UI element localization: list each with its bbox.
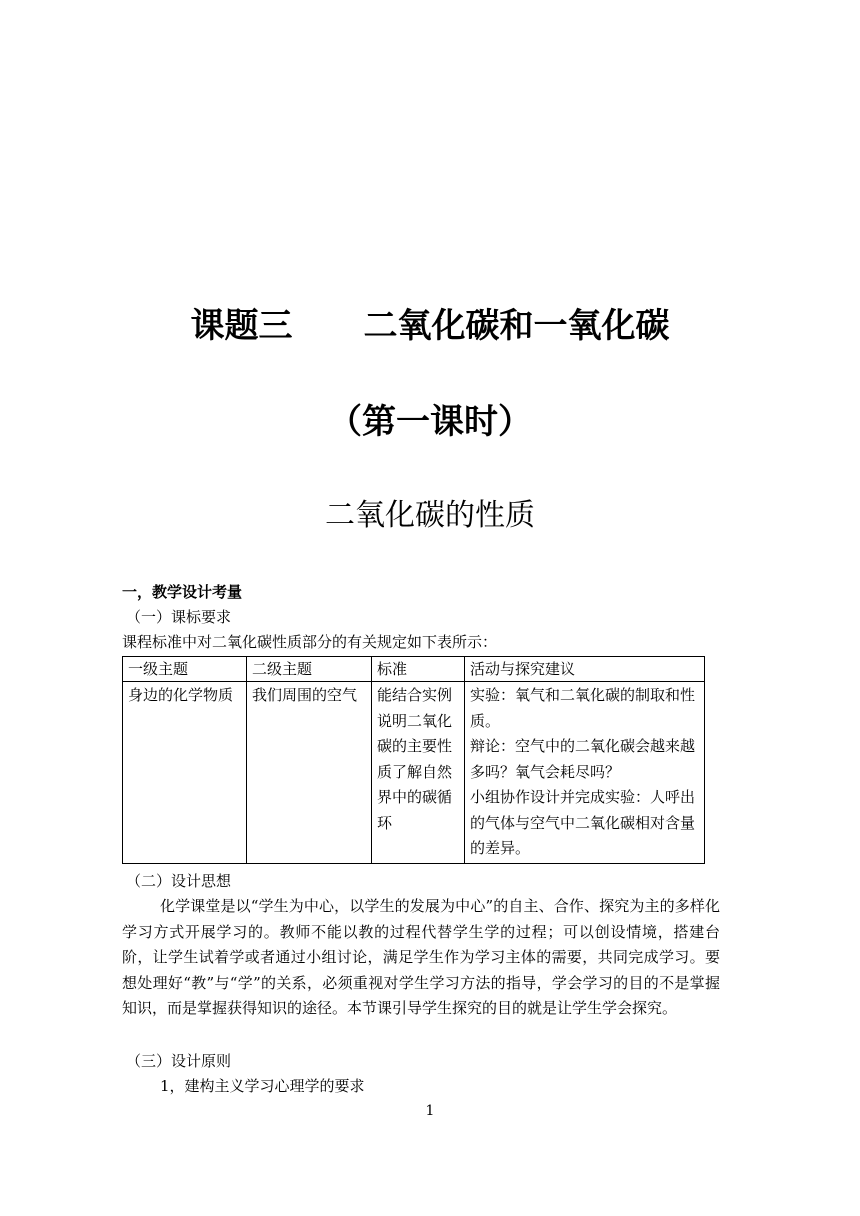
principle-item: 1，建构主义学习心理学的要求 <box>160 1077 365 1095</box>
table-header-cell: 一级主题 <box>123 657 247 682</box>
subsection-design-idea: （二）设计思想 <box>126 872 232 890</box>
subsection-curriculum: （一）课标要求 <box>126 608 232 626</box>
main-title: 课题三 二氧化碳和一氧化碳 <box>190 306 670 346</box>
table-cell-level2: 我们周围的空气 <box>247 682 372 864</box>
activity-item: 辩论：空气中的二氧化碳会越来越多吗？氧气会耗尽吗？ <box>470 737 696 781</box>
table-header-cell: 标准 <box>372 657 465 682</box>
subtitle: 二氧化碳的性质 <box>325 498 535 533</box>
table-intro: 课程标准中对二氧化碳性质部分的有关规定如下表所示： <box>122 633 498 651</box>
page-number: 1 <box>425 1103 435 1119</box>
table-header-cell: 活动与探究建议 <box>465 657 705 682</box>
curriculum-table <box>122 656 705 864</box>
table-header-row <box>123 657 705 682</box>
design-idea-paragraph: 化学课堂是以“学生为中心，以学生的发展为中心”的自主、合作、探究为主的多样化学习方式开展学习的。教师不能以教的过程代替学生学的过程；可以创设情境，搭建台阶，让学生试着学或者通过小组讨论，满足学生作为学习主体的需要，共同完成学习。要想处理好“教”与“学”的关系，必须重视对学生学习方法的指导，学会学习的目的不是掌握知识，而是掌握获得知识的途径。本节课引导学生探究的目的就是让学生学会探究。 <box>122 897 720 1017</box>
table-cell-level1: 身边的化学物质 <box>123 682 247 864</box>
section-heading: 一，教学设计考量 <box>122 583 243 601</box>
activity-item: 小组协作设计并完成实验：人呼出的气体与空气中二氧化碳相对含量的差异。 <box>470 788 696 857</box>
table-cell-activities <box>465 682 705 864</box>
activity-item: 实验：氧气和二氧化碳的制取和性质。 <box>470 686 696 730</box>
lesson-title: （第一课时） <box>328 402 532 442</box>
table-row <box>123 682 705 864</box>
table-header-cell: 二级主题 <box>247 657 372 682</box>
table-cell-standard: 能结合实例说明二氧化碳的主要性质了解自然界中的碳循环 <box>372 682 465 864</box>
subsection-design-principle: （三）设计原则 <box>126 1052 232 1070</box>
